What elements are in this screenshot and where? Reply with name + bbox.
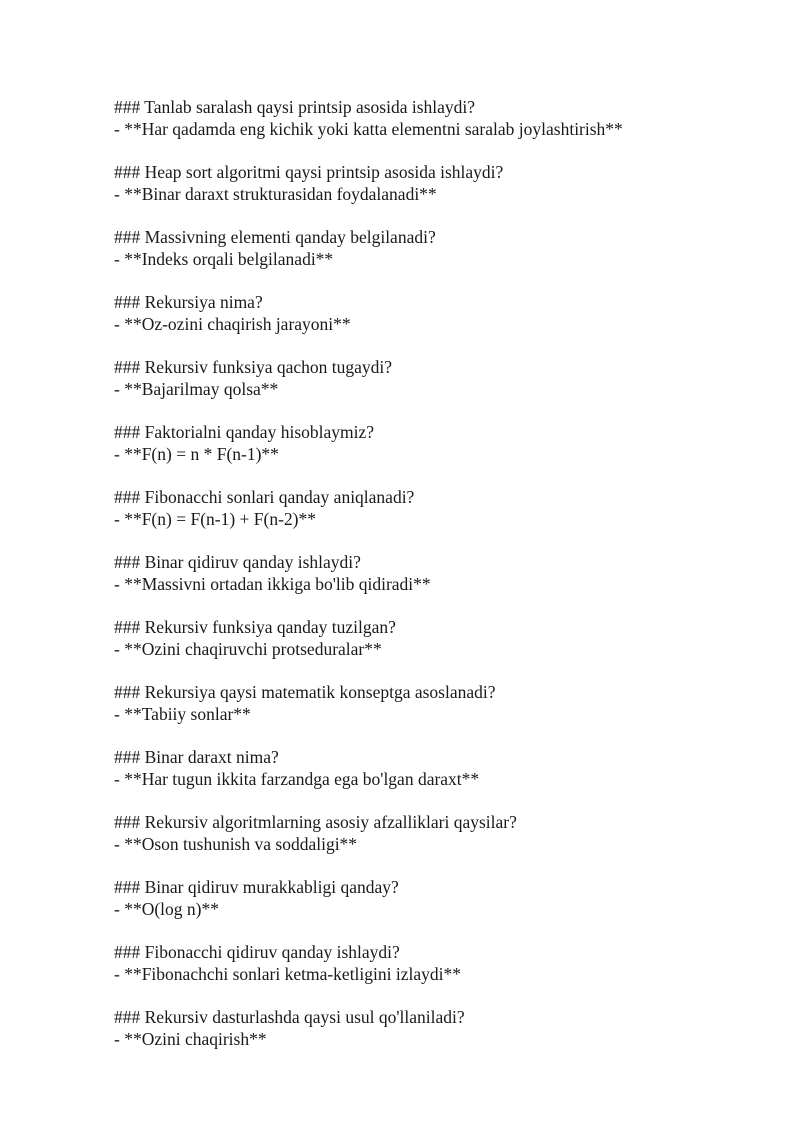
qa-item (114, 422, 774, 465)
qa-item (114, 162, 774, 205)
qa-item (114, 292, 774, 335)
document-page (114, 97, 774, 1072)
answer-text: - **Massivni ortadan ikkiga bo'lib qidiradi** (114, 573, 431, 594)
question-text: ### Rekursiv dasturlashda qaysi usul qo'llaniladi? (114, 1007, 465, 1027)
qa-item (114, 97, 774, 140)
question-text: ### Faktorialni qanday hisoblaymiz? (114, 422, 375, 442)
qa-item (114, 487, 774, 530)
qa-item (114, 812, 774, 855)
answer-text: - **Oson tushunish va soddaligi** (114, 833, 358, 854)
question-text: ### Fibonacchi sonlari qanday aniqlanadi? (114, 487, 415, 507)
qa-item (114, 357, 774, 400)
question-text: ### Massivning elementi qanday belgilanadi? (114, 227, 436, 247)
qa-item (114, 877, 774, 920)
question-text: ### Tanlab saralash qaysi printsip asosida ishlaydi? (114, 97, 476, 117)
question-text: ### Fibonacchi qidiruv qanday ishlaydi? (114, 942, 400, 962)
answer-text: - **F(n) = n * F(n-1)** (114, 443, 279, 464)
answer-text: - **Fibonachchi sonlari ketma-ketligini izlaydi** (114, 963, 462, 984)
answer-text: - **Ozini chaqirish** (114, 1028, 267, 1049)
question-text: ### Rekursiya nima? (114, 292, 263, 312)
qa-item (114, 227, 774, 270)
answer-text: - **Oz-ozini chaqirish jarayoni** (114, 313, 351, 334)
qa-item (114, 552, 774, 595)
question-text: ### Binar qidiruv qanday ishlaydi? (114, 552, 361, 572)
qa-item (114, 747, 774, 790)
answer-text: - **Har qadamda eng kichik yoki katta elementni saralab joylashtirish** (114, 118, 623, 139)
question-text: ### Rekursiv funksiya qanday tuzilgan? (114, 617, 396, 637)
question-text: ### Heap sort algoritmi qaysi printsip asosida ishlaydi? (114, 162, 504, 182)
answer-text: - **O(log n)** (114, 898, 219, 919)
question-text: ### Rekursiya qaysi matematik konseptga asoslanadi? (114, 682, 496, 702)
qa-item (114, 617, 774, 660)
answer-text: - **Bajarilmay qolsa** (114, 378, 279, 399)
qa-item (114, 1007, 774, 1050)
question-text: ### Rekursiv algoritmlarning asosiy afzalliklari qaysilar? (114, 812, 517, 832)
question-text: ### Binar daraxt nima? (114, 747, 279, 767)
answer-text: - **F(n) = F(n-1) + F(n-2)** (114, 508, 317, 529)
answer-text: - **Ozini chaqiruvchi protseduralar** (114, 638, 382, 659)
question-text: ### Binar qidiruv murakkabligi qanday? (114, 877, 399, 897)
qa-item (114, 942, 774, 985)
answer-text: - **Indeks orqali belgilanadi** (114, 248, 334, 269)
question-text: ### Rekursiv funksiya qachon tugaydi? (114, 357, 393, 377)
answer-text: - **Tabiiy sonlar** (114, 703, 251, 724)
answer-text: - **Binar daraxt strukturasidan foydalanadi** (114, 183, 437, 204)
answer-text: - **Har tugun ikkita farzandga ega bo'lgan daraxt** (114, 768, 480, 789)
qa-item (114, 682, 774, 725)
